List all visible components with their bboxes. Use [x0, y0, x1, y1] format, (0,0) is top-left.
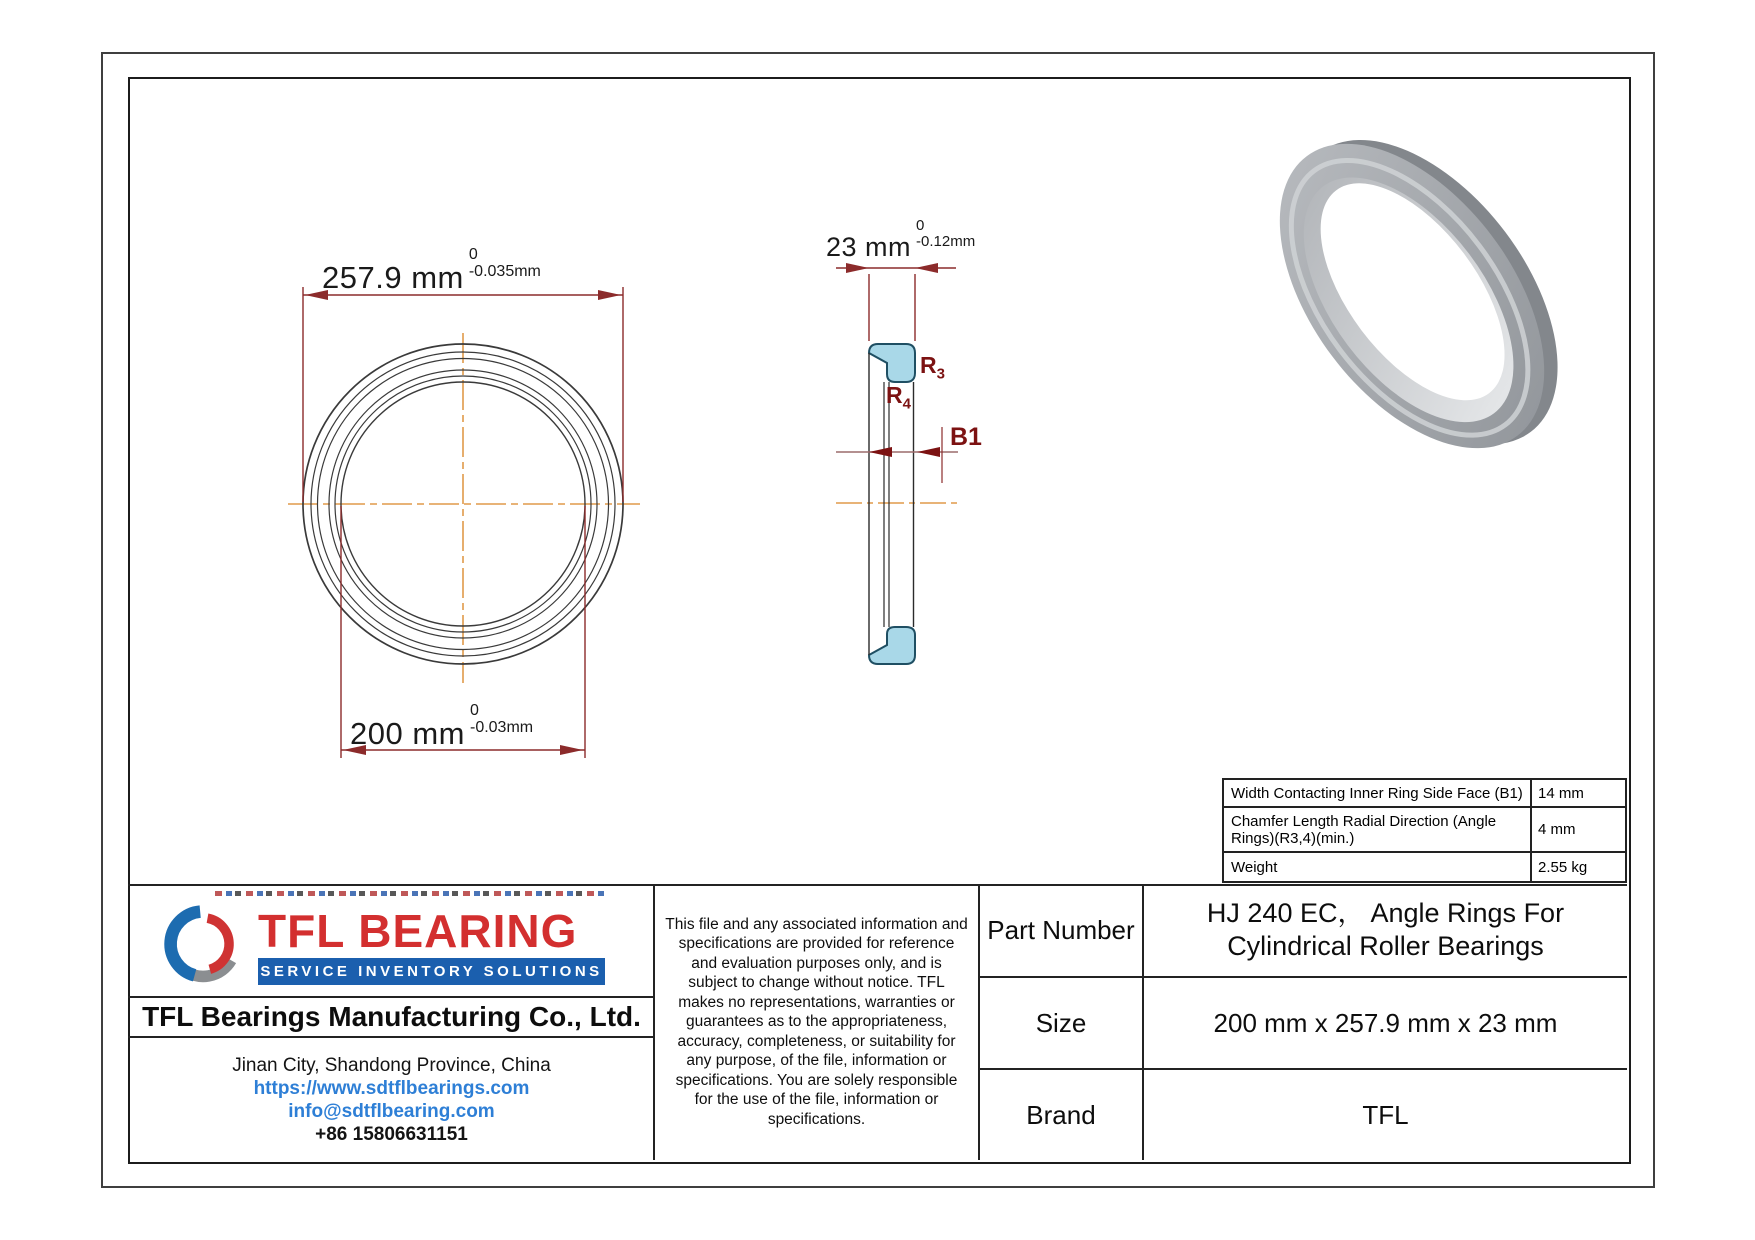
spec-table	[1222, 778, 1627, 883]
bottom-chamfer-region	[869, 627, 915, 664]
field-value-size: 200 mm x 257.9 mm x 23 mm	[1213, 1007, 1558, 1038]
field-value-part-number: HJ 240 EC， Angle Rings For Cylindrical Roller Bearings	[1206, 898, 1565, 961]
field-label-size: Size	[1035, 1007, 1087, 1038]
company-email-link[interactable]: info@sdtflbearing.com	[288, 1101, 495, 1122]
field-value-brand: TFL	[1362, 1099, 1409, 1130]
r3-label: $R_3$	[920, 352, 945, 383]
width-dimension-value: 23 mm	[826, 232, 912, 262]
b1-label: B1	[950, 423, 982, 451]
id-dimension-tolerance: 0 -0.03mm	[469, 702, 534, 736]
logo-brand-text: TFL BEARING	[258, 905, 578, 957]
title-block-divider	[128, 996, 655, 998]
r4-label: $R_4$	[886, 382, 911, 413]
micro-text-strip	[215, 891, 605, 896]
disclaimer-text: This file and any associated information and specifications are provided for reference and evaluation purposes only, and is subject to change without notice. TFL makes no representations, warranties or guarantees as to the appropriateness, accuracy, completeness, or suitability for any purpose, of the file, information or specifications. You are solely responsible for the use of the file, information or specifications.	[665, 915, 968, 1128]
logo-tagline: SERVICE INVENTORY SOLUTIONS	[258, 958, 605, 985]
field-label-brand: Brand	[1026, 1099, 1096, 1130]
id-dimension-text	[350, 702, 533, 752]
spec-row-value: 14 mm	[1538, 784, 1584, 802]
od-dimension-text	[322, 246, 541, 296]
width-dimension-text	[826, 218, 975, 263]
company-contact-block	[128, 1054, 655, 1146]
spec-row-label: Weight	[1231, 858, 1278, 876]
spec-table-col-divider	[1530, 780, 1532, 881]
spec-row-value: 4 mm	[1538, 821, 1576, 838]
spec-row-label: Chamfer Length Radial Direction (Angle Rings)(R3,4)(min.)	[1231, 812, 1497, 847]
od-dimension-value: 257.9 mm	[322, 260, 464, 295]
title-block-divider	[128, 1036, 655, 1038]
top-chamfer-region	[869, 344, 915, 382]
id-dimension-value: 200 mm	[350, 716, 465, 751]
spec-row-value: 2.55 kg	[1538, 858, 1588, 876]
od-dimension-tolerance: 0 -0.035mm	[468, 246, 541, 280]
spec-row-label: Width Contacting Inner Ring Side Face (B1)	[1231, 784, 1523, 802]
tfl-logo-icon	[160, 901, 246, 987]
ring-3d-render	[1227, 88, 1611, 500]
field-label-part-number: Part Number	[987, 914, 1135, 945]
company-name: TFL Bearings Manufacturing Co., Ltd.	[142, 1001, 641, 1032]
company-address: Jinan City, Shandong Province, China	[232, 1055, 551, 1076]
section-view	[836, 263, 960, 664]
front-view	[288, 287, 640, 758]
width-dimension-tolerance: 0 -0.12mm	[916, 217, 976, 250]
company-website-link[interactable]: https://www.sdtflbearings.com	[253, 1078, 530, 1099]
company-phone: +86 15806631151	[315, 1124, 468, 1145]
